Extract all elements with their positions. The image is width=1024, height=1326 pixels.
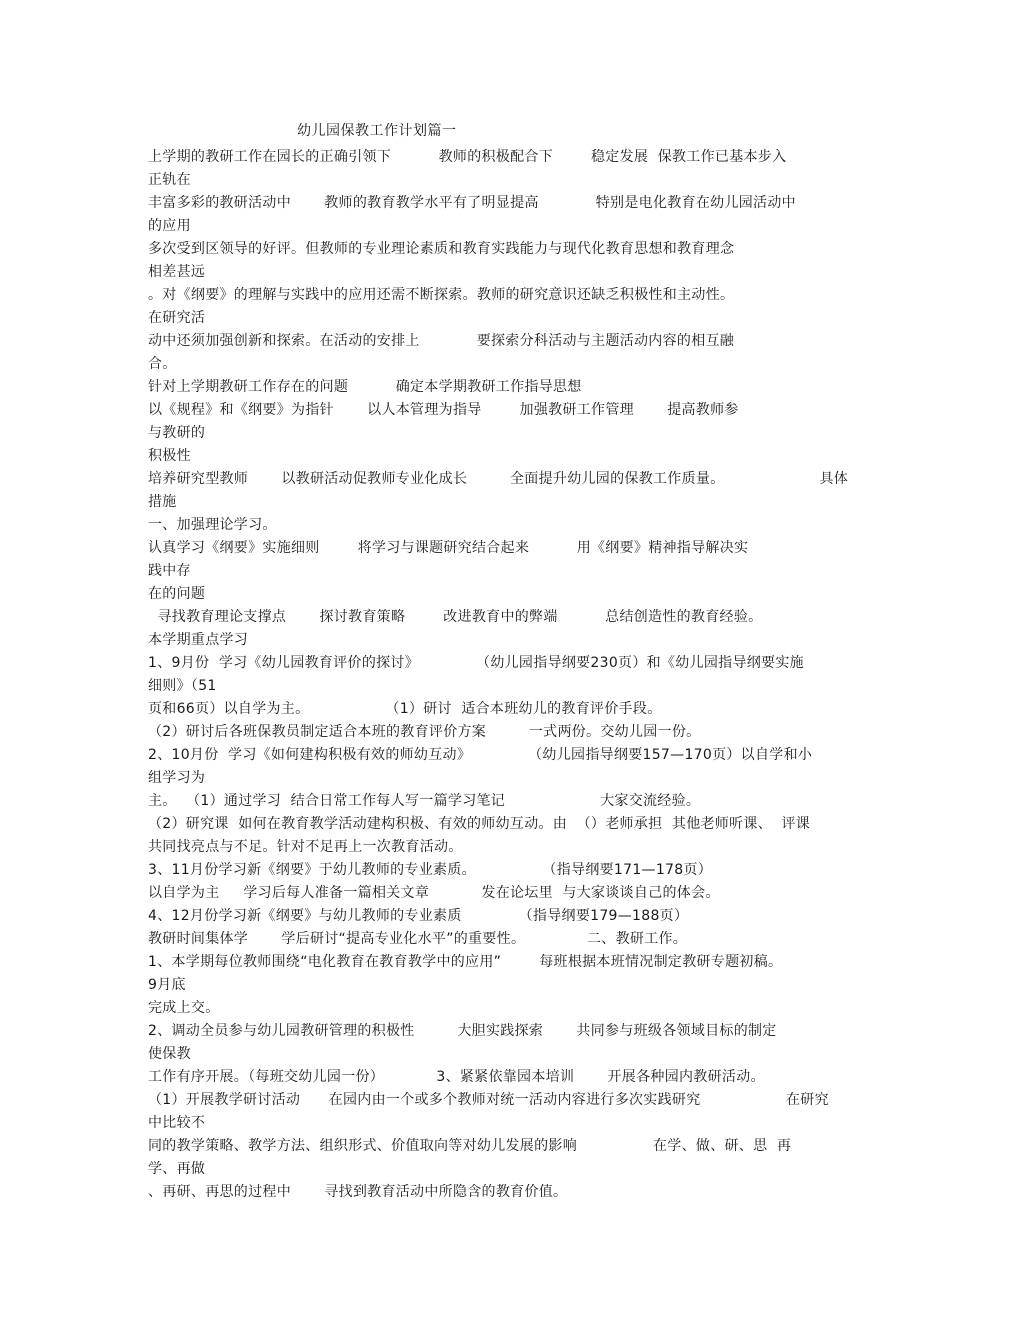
text-line: 积极性 xyxy=(148,448,191,464)
text-line: 1、9月份 学习《幼儿园教育评价的探讨》 （幼儿园指导纲要230页）和《幼儿园指导纲要实施 xyxy=(148,655,804,671)
text-line: 1、本学期每位教师围绕“电化教育在教育教学中的应用” 每班根据本班情况制定教研专题初稿。 xyxy=(148,954,783,970)
text-line: 同的教学策略、教学方法、组织形式、价值取向等对幼儿发展的影响 在学、做、研、思 再 xyxy=(148,1138,792,1154)
text-line: 2、10月份 学习《如何建构积极有效的师幼互动》 （幼儿园指导纲要157—170页）以自学和小 xyxy=(148,747,813,763)
text-line: 上学期的教研工作在园长的正确引领下 教师的积极配合下 稳定发展 保教工作已基本步入 xyxy=(148,149,787,165)
text-line: 3、11月份学习新《纲要》于幼儿教师的专业素质。 （指导纲要171—178页） xyxy=(148,862,713,878)
text-line: 践中存 xyxy=(148,563,191,579)
text-line: 动中还须加强创新和探索。在活动的安排上 要探索分科活动与主题活动内容的相互融 xyxy=(148,333,735,349)
text-line: 针对上学期教研工作存在的问题 确定本学期教研工作指导思想 xyxy=(148,379,582,395)
text-line: 中比较不 xyxy=(148,1115,206,1131)
text-line: 培养研究型教师 以教研活动促教师专业化成长 全面提升幼儿园的保教工作质量。 具体 xyxy=(148,471,849,487)
text-line: 。对《纲要》的理解与实践中的应用还需不断探索。教师的研究意识还缺乏积极性和主动性。 xyxy=(148,287,735,303)
text-line: 以《规程》和《纲要》为指针 以人本管理为指导 加强教研工作管理 提高教师参 xyxy=(148,402,739,418)
text-line: （2）研讨后各班保教员制定适合本班的教育评价方案 一式两份。交幼儿园一份。 xyxy=(148,724,701,740)
text-line: 相差甚远 xyxy=(148,264,206,280)
text-line: 措施 xyxy=(148,494,177,510)
text-line: 的应用 xyxy=(148,218,191,234)
text-line: （1）开展教学研讨活动 在园内由一个或多个教师对统一活动内容进行多次实践研究 在研究 xyxy=(148,1092,829,1108)
text-line: 认真学习《纲要》实施细则 将学习与课题研究结合起来 用《纲要》精神指导解决实 xyxy=(148,540,749,556)
text-line: 完成上交。 xyxy=(148,1000,220,1016)
text-line: 丰富多彩的教研活动中 教师的教育教学水平有了明显提高 特别是电化教育在幼儿园活动中 xyxy=(148,195,796,211)
text-line: 在研究活 xyxy=(148,310,206,326)
text-line: 4、12月份学习新《纲要》与幼儿教师的专业素质 （指导纲要179—188页） xyxy=(148,908,689,924)
text-line: 2、调动全员参与幼儿园教研管理的积极性 大胆实践探索 共同参与班级各领域目标的制定 xyxy=(148,1023,777,1039)
text-line: 与教研的 xyxy=(148,425,206,441)
text-line: 教研时间集体学 学后研讨“提高专业化水平”的重要性。 二、教研工作。 xyxy=(148,931,688,947)
text-line: 在的问题 xyxy=(148,586,206,602)
text-line: 使保教 xyxy=(148,1046,191,1062)
text-line: 主。 （1）通过学习 结合日常工作每人写一篇学习笔记 大家交流经验。 xyxy=(148,793,701,809)
text-line: 寻找教育理论支撑点 探讨教育策略 改进教育中的弊端 总结创造性的教育经验。 xyxy=(148,609,763,625)
text-line: 页和66页）以自学为主。 （1）研讨 适合本班幼儿的教育评价手段。 xyxy=(148,701,662,717)
text-line: 多次受到区领导的好评。但教师的专业理论素质和教育实践能力与现代化教育思想和教育理念 xyxy=(148,241,735,257)
document-body xyxy=(148,146,878,1204)
text-line: 细则》（51 xyxy=(148,678,217,694)
text-line: 一、加强理论学习。 xyxy=(148,517,277,533)
text-line: 工作有序开展。（每班交幼儿园一份） 3、紧紧依靠园本培训 开展各种园内教研活动。 xyxy=(148,1069,765,1085)
text-line: 9月底 xyxy=(148,977,186,993)
text-line: 以自学为主 学习后每人准备一篇相关文章 发在论坛里 与大家谈谈自己的体会。 xyxy=(148,885,720,901)
text-line: 学、再做 xyxy=(148,1161,206,1177)
text-line: 、再研、再思的过程中 寻找到教育活动中所隐含的教育价值。 xyxy=(148,1184,568,1200)
text-line: （2）研究课 如何在教育教学活动建构积极、有效的师幼互动。由 （）老师承担 其他老师听课、 评课 xyxy=(148,816,811,832)
text-line: 共同找亮点与不足。针对不足再上一次教育活动。 xyxy=(148,839,463,855)
text-line: 组学习为 xyxy=(148,770,206,786)
document-title: 幼儿园保教工作计划篇一 xyxy=(297,123,457,139)
text-line: 正轨在 xyxy=(148,172,191,188)
text-line: 本学期重点学习 xyxy=(148,632,249,648)
text-line: 合。 xyxy=(148,356,177,372)
